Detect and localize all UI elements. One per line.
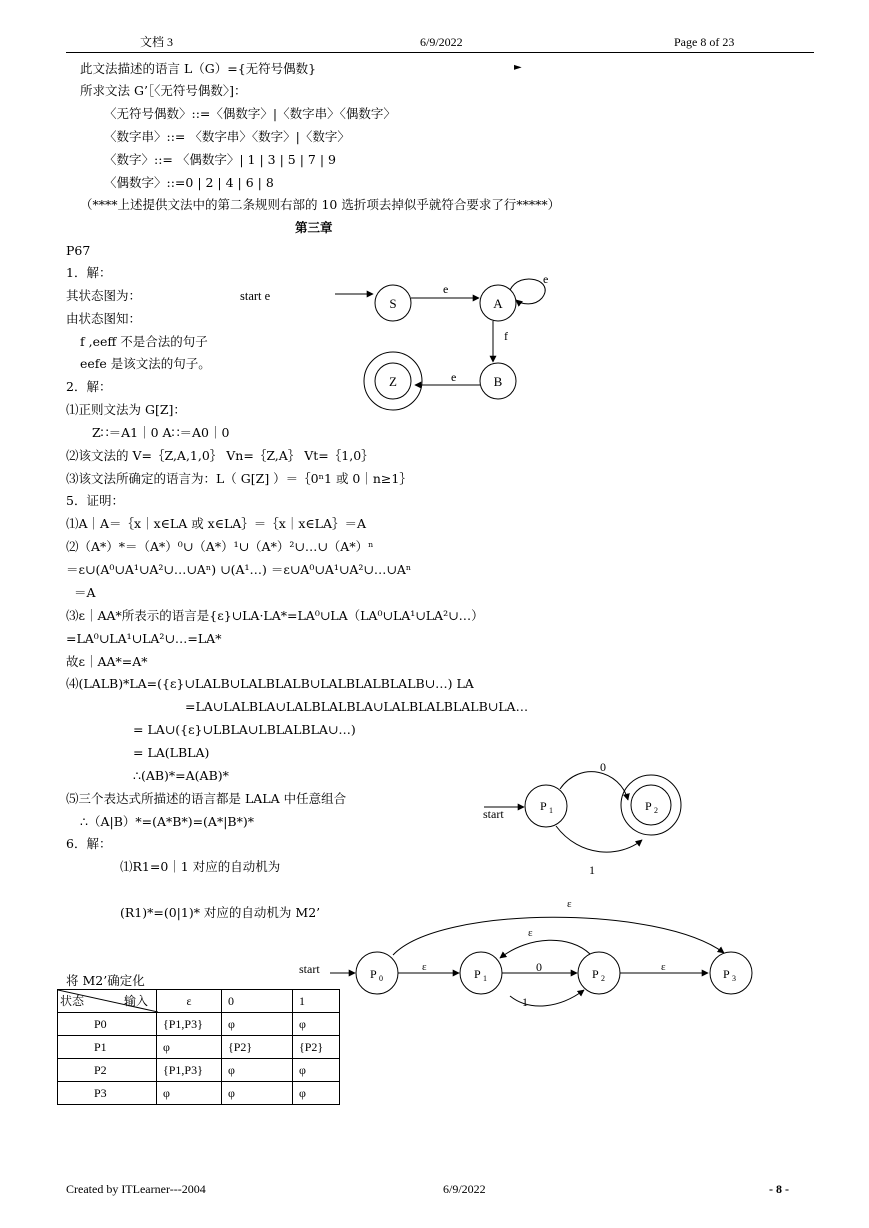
state-p0-m2-sub: 0: [379, 974, 383, 983]
table-cell: φ: [157, 1036, 222, 1059]
rule-1: 〈无符号偶数〉::=〈偶数字〉|〈数字串〉〈偶数字〉: [104, 106, 396, 121]
state-p2-m2-label: P: [592, 967, 599, 981]
state-p1-m2: [460, 952, 502, 994]
state-p3-m2: [710, 952, 752, 994]
start-label-2: start: [483, 807, 504, 821]
state-z-label: Z: [389, 374, 397, 389]
edge-b-z-label: e: [451, 370, 457, 384]
table-cell: P0: [58, 1013, 157, 1036]
header-input: 输入: [123, 994, 148, 1008]
self-loop-a-label: e: [543, 272, 549, 286]
edge-p1-p2-0: [560, 772, 628, 800]
table-cell: P3: [58, 1082, 157, 1105]
state-diagram-2: [483, 760, 681, 877]
rule-2: 〈数字串〉::= 〈数字串〉〈数字〉|〈数字〉: [104, 129, 350, 144]
state-p2-m2-sub: 2: [601, 974, 605, 983]
edge-0-label: 0: [600, 760, 606, 774]
q2-grammar: ⑴正则文法为 G[Z]：: [66, 402, 186, 417]
q2-rules: Z∷＝A1｜0 A∷＝A0｜0: [92, 425, 230, 440]
q2-sets: ⑵该文法的 V=｛Z,A,1,0｝ Vn=｛Z,A｝ Vt=｛1,0｝: [66, 448, 374, 463]
edge-p1-p2-0-label: 0: [536, 960, 542, 974]
q5-part3c: 故ε｜AA*=A*: [66, 654, 148, 669]
table-row: [58, 1013, 340, 1036]
state-diagram-3: [299, 898, 752, 1009]
start-label-3: start: [299, 962, 320, 976]
q5-part4c: = LA∪({ε}∪LBLA∪LBLALBLA∪…): [133, 722, 356, 737]
state-p2-sub: 2: [654, 806, 658, 815]
header-state: 状态: [60, 994, 85, 1008]
q5-part5a: ⑸三个表达式所描述的语言都是 LALA 中任意组合: [66, 791, 347, 806]
determinization-table: [57, 989, 340, 1105]
state-p2-label: P: [645, 799, 652, 813]
table-cell: {P2}: [293, 1036, 340, 1059]
q6-r1: ⑴R1=0｜1 对应的自动机为: [120, 859, 281, 874]
state-p0-m2-label: P: [370, 967, 377, 981]
edge-p2-p3-label: ε: [661, 961, 666, 973]
header-doc-title: 文档 3: [140, 35, 174, 49]
table-cell: φ: [157, 1082, 222, 1105]
state-p2-m2: [578, 952, 620, 994]
state-p3-m2-label: P: [723, 967, 730, 981]
table-cell: φ: [293, 1082, 340, 1105]
arrow-marker: ►: [514, 62, 522, 73]
q5-part5b: ∴（A|B）*=(A*B*)=(A*|B*)*: [80, 814, 254, 829]
q5-part4e: ∴(AB)*=A(AB)*: [133, 768, 229, 783]
table-cell: {P1,P3}: [157, 1059, 222, 1082]
table-cell: P1: [58, 1036, 157, 1059]
q6-r1star: (R1)*=(0|1)* 对应的自动机为 M2’: [120, 905, 321, 920]
state-p1-sub: 1: [549, 806, 553, 815]
q5-part2a: ⑵（A*）*＝（A*）⁰∪（A*）¹∪（A*）²∪…∪（A*）ⁿ: [66, 539, 374, 554]
q5-part3a: ⑶ε｜AA*所表示的语言是{ε}∪LA·LA*=LA⁰∪LA（LA⁰∪LA¹∪LA²∪…）: [66, 608, 484, 623]
footer-credit: Created by ITLearner---2004: [66, 1182, 206, 1196]
state-s-label: S: [389, 296, 397, 311]
q5-heading: 5．证明：: [66, 493, 124, 508]
state-p0-m2: [356, 952, 398, 994]
q6-determinize: 将 M2’确定化: [66, 973, 145, 988]
table-cell: {P1,P3}: [157, 1013, 222, 1036]
q5-part4a: ⑷(LALB)*LA=({ε}∪LALB∪LALBLALB∪LALBLALBLALB∪…) LA: [66, 676, 474, 691]
table-row: [58, 1082, 340, 1105]
q5-part1: ⑴A｜A＝｛x｜x∈LA 或 x∈LA｝＝｛x｜x∈LA｝＝A: [66, 516, 367, 531]
table-cell: φ: [293, 1059, 340, 1082]
q1-valid: eefe 是该文法的句子。: [80, 356, 211, 371]
table-header-diagonal: [58, 990, 157, 1013]
header-eps: ε: [157, 990, 222, 1013]
q5-part4b: =LA∪LALBLA∪LALBLALBLA∪LALBLALBLALB∪LA…: [185, 699, 529, 714]
q1-state-diagram-label: 其状态图为：: [66, 288, 142, 303]
rule-3: 〈数字〉::= 〈偶数字〉| 1 | 3 | 5 | 7 | 9: [104, 152, 336, 167]
table-header-row: [58, 990, 340, 1013]
edge-p2-p1-eps: [500, 940, 590, 958]
footer-date: 6/9/2022: [443, 1182, 486, 1196]
q5-part3b: =LA⁰∪LA¹∪LA²∪…=LA*: [66, 631, 222, 646]
text-grammar-intro: 所求文法 G’［〈无符号偶数〉]：: [80, 83, 247, 98]
state-p1-m2-sub: 1: [483, 974, 487, 983]
footer-page: - 8 -: [769, 1182, 789, 1196]
state-b-label: B: [493, 374, 503, 389]
edge-p1-p2-1: [556, 826, 642, 852]
table-row: [58, 1059, 340, 1082]
note-line: （****上述提供文法中的第二条规则右部的 10 选折项去掉似乎就符合要求了行*****）: [80, 197, 561, 212]
edge-p0-p1-label: ε: [422, 961, 427, 973]
header-date: 6/9/2022: [420, 35, 463, 49]
q5-part4d: = LA(LBLA): [133, 745, 210, 760]
edge-1-label: 1: [589, 863, 595, 877]
header-zero: 0: [222, 990, 293, 1013]
edge-p1-p2-1-label: 1: [522, 995, 528, 1009]
table-cell: {P2}: [222, 1036, 293, 1059]
q6-heading: 6．解：: [66, 836, 112, 851]
state-p1-m2-label: P: [474, 967, 481, 981]
q2-language: ⑶该文法所确定的语言为：L（ G[Z] ）＝｛0ⁿ1 或 0｜n≥1｝: [66, 471, 412, 486]
table-cell: P2: [58, 1059, 157, 1082]
q2-heading: 2．解：: [66, 379, 112, 394]
state-p3-m2-sub: 3: [732, 974, 736, 983]
q1-invalid: f ,eeff 不是合法的句子: [80, 334, 208, 349]
q1-start-label: start e: [240, 289, 271, 303]
table-cell: φ: [293, 1013, 340, 1036]
table-cell: φ: [222, 1082, 293, 1105]
state-diagram-1: [335, 272, 548, 410]
chapter-heading: 第三章: [295, 220, 333, 235]
edge-a-b-label: f: [504, 329, 508, 343]
q5-part2b: ＝ε∪(A⁰∪A¹∪A²∪…∪Aⁿ) ∪(A¹…) ＝ε∪A⁰∪A¹∪A²∪…∪Aⁿ: [66, 562, 412, 577]
rule-4: 〈偶数字〉::=0 | 2 | 4 | 6 | 8: [104, 175, 274, 190]
table-cell: φ: [222, 1059, 293, 1082]
q5-part2c: ＝A: [74, 585, 96, 600]
state-a-label: A: [493, 296, 503, 311]
state-p1-label: P: [540, 799, 547, 813]
edge-s-a-label: e: [443, 282, 449, 296]
edge-p0-p3-eps: [393, 917, 724, 955]
table-row: [58, 1036, 340, 1059]
edge-p2-p1-eps-label: ε: [528, 927, 533, 939]
header-one: 1: [293, 990, 340, 1013]
edge-p0-p3-eps-label: ε: [567, 898, 572, 910]
table-cell: φ: [222, 1013, 293, 1036]
text-language: 此文法描述的语言 L（G）={无符号偶数}: [80, 61, 317, 76]
q1-heading: 1．解：: [66, 265, 112, 280]
header-page-number: Page 8 of 23: [674, 35, 735, 49]
q1-conclusion-intro: 由状态图知：: [66, 311, 142, 326]
page-ref: P67: [66, 243, 91, 258]
